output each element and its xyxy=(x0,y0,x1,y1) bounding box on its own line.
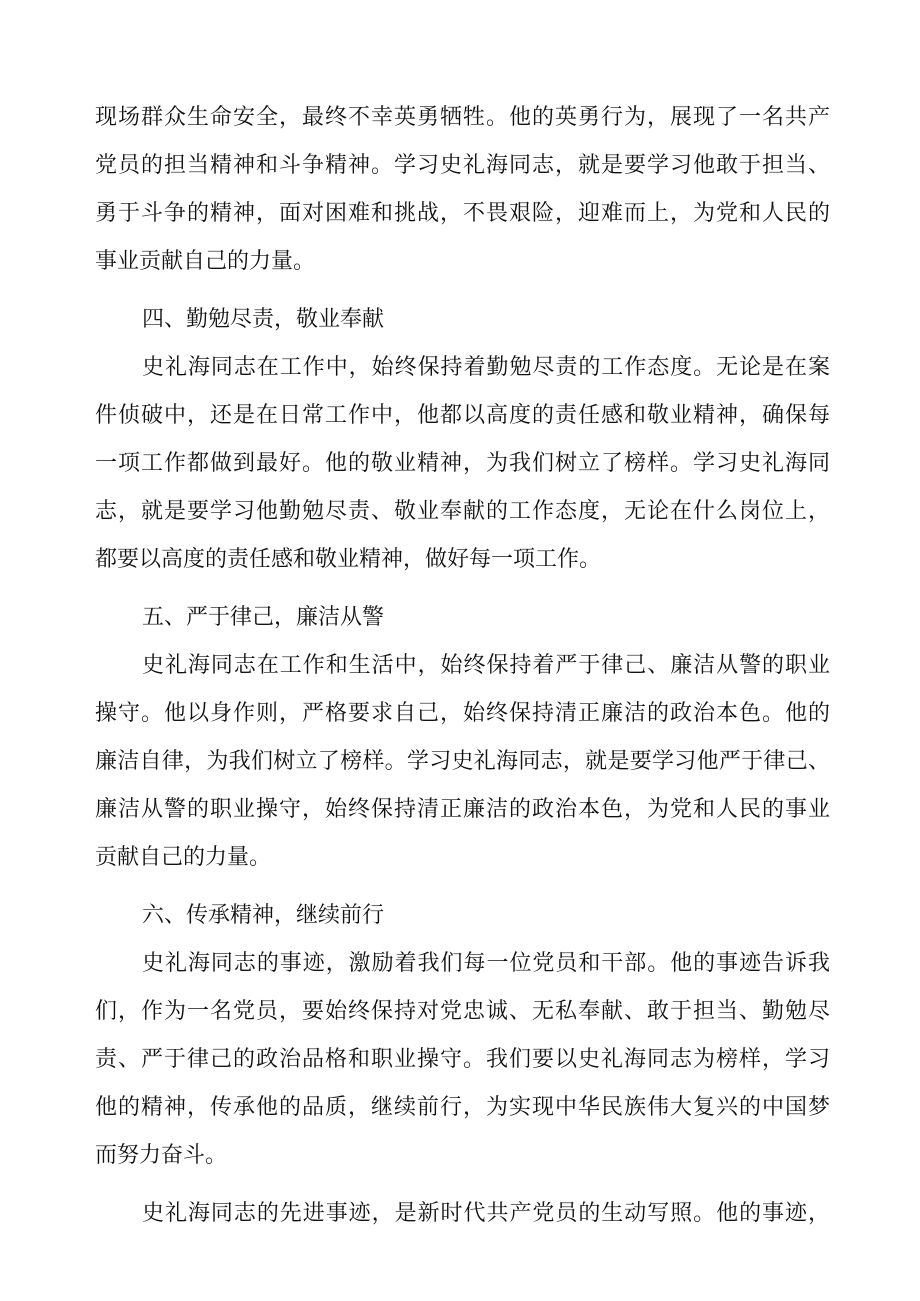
text-line: 件侦破中，还是在日常工作中，他都以高度的责任感和敬业精神，确保每 xyxy=(95,403,830,428)
text-line: 党员的担当精神和斗争精神。学习史礼海同志，就是要学习他敢于担当、 xyxy=(95,153,830,178)
paragraph xyxy=(95,344,830,584)
text-line: 都要以高度的责任感和敬业精神，做好每一项工作。 xyxy=(95,547,602,572)
text-line: 史礼海同志在工作和生活中，始终保持着严于律己、廉洁从警的职业 xyxy=(142,653,830,678)
text-line: 责、严于律己的政治品格和职业操守。我们要以史礼海同志为榜样，学习 xyxy=(95,1047,830,1072)
text-line: 廉洁自律，为我们树立了榜样。学习史礼海同志，就是要学习他严于律己、 xyxy=(95,749,830,774)
text-line: 廉洁从警的职业操守，始终保持清正廉洁的政治本色，为党和人民的事业 xyxy=(95,797,830,822)
section-heading: 六、传承精神，继续前行 xyxy=(142,903,385,928)
text-line: 他的精神，传承他的品质，继续前行，为实现中华民族伟大复兴的中国梦 xyxy=(95,1095,830,1120)
document-body xyxy=(95,94,830,1238)
text-line: 事业贡献自己的力量。 xyxy=(95,249,316,274)
paragraph xyxy=(95,1190,830,1238)
paragraph xyxy=(95,94,830,286)
paragraph xyxy=(95,642,830,882)
section-heading: 四、勤勉尽责，敬业奉献 xyxy=(142,307,385,332)
text-line: 史礼海同志的事迹，激励着我们每一位党员和干部。他的事迹告诉我 xyxy=(142,951,830,976)
text-line: 史礼海同志的先进事迹，是新时代共产党员的生动写照。他的事迹， xyxy=(142,1201,830,1226)
text-line: 一项工作都做到最好。他的敬业精神，为我们树立了榜样。学习史礼海同 xyxy=(95,451,830,476)
paragraph xyxy=(95,940,830,1180)
section-heading: 五、严于律己，廉洁从警 xyxy=(142,605,385,630)
text-line: 而努力奋斗。 xyxy=(95,1143,228,1168)
text-line: 史礼海同志在工作中，始终保持着勤勉尽责的工作态度。无论是在案 xyxy=(142,355,830,380)
text-line: 现场群众生命安全，最终不幸英勇牺牲。他的英勇行为，展现了一名共产 xyxy=(95,105,830,130)
text-line: 贡献自己的力量。 xyxy=(95,845,272,870)
text-line: 们，作为一名党员，要始终保持对党忠诚、无私奉献、敢于担当、勤勉尽 xyxy=(95,999,830,1024)
text-line: 操守。他以身作则，严格要求自己，始终保持清正廉洁的政治本色。他的 xyxy=(95,701,830,726)
text-line: 志，就是要学习他勤勉尽责、敬业奉献的工作态度，无论在什么岗位上， xyxy=(95,499,830,524)
text-line: 勇于斗争的精神，面对困难和挑战，不畏艰险，迎难而上，为党和人民的 xyxy=(95,201,830,226)
